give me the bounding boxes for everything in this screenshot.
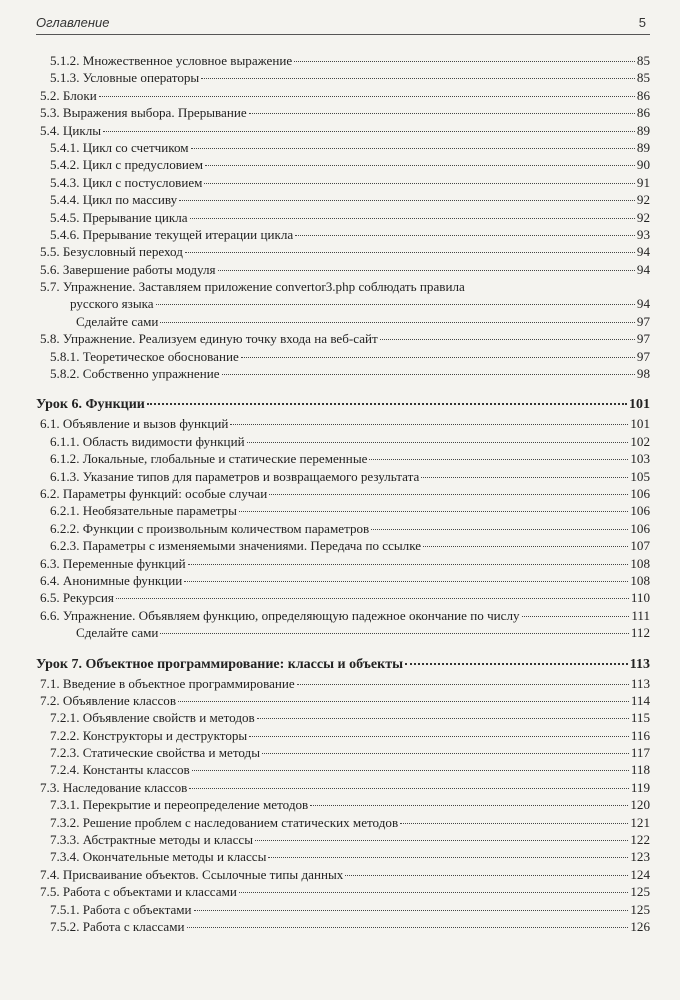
toc-page-number: 98 bbox=[636, 366, 650, 382]
toc-entry bbox=[36, 191, 650, 208]
toc-entry bbox=[36, 901, 650, 918]
toc-entry-row bbox=[40, 261, 650, 278]
toc-entry-row bbox=[40, 866, 650, 883]
toc-entry-row bbox=[40, 87, 650, 104]
toc-page-number: 86 bbox=[636, 87, 650, 103]
dot-leader bbox=[187, 927, 629, 928]
toc-entry-row bbox=[50, 209, 650, 226]
dot-leader bbox=[239, 892, 628, 893]
toc-entry-row bbox=[50, 433, 650, 450]
toc-page-number: 97 bbox=[636, 331, 650, 347]
toc-entry bbox=[36, 624, 650, 641]
toc-page-number: 106 bbox=[630, 485, 650, 501]
toc-entry-row bbox=[50, 365, 650, 382]
toc-entry bbox=[36, 831, 650, 848]
toc-entry bbox=[36, 607, 650, 624]
toc-entry bbox=[36, 69, 650, 86]
toc-page-number: 97 bbox=[636, 313, 650, 329]
toc-entry-text: 6.5. Рекурсия bbox=[40, 590, 114, 606]
toc-entry bbox=[36, 675, 650, 692]
toc-entry-row bbox=[40, 572, 650, 589]
dot-leader bbox=[269, 494, 628, 495]
toc-entry-text: 5.2. Блоки bbox=[40, 87, 97, 103]
toc-entry-text: 5.5. Безусловный переход bbox=[40, 244, 183, 260]
toc-page-number: 97 bbox=[636, 348, 650, 364]
toc-entry-row bbox=[76, 313, 650, 330]
toc-entry-row bbox=[40, 555, 650, 572]
toc-entry-text: 6.2.2. Функции с произвольным количеством параметров bbox=[50, 520, 370, 536]
toc-page-number: 86 bbox=[636, 105, 650, 121]
toc-entry-row bbox=[40, 243, 650, 260]
dot-leader bbox=[185, 252, 635, 253]
toc-entry-row bbox=[50, 450, 650, 467]
dot-leader bbox=[257, 718, 629, 719]
toc-entry-text: 6.1.1. Область видимости функций bbox=[50, 433, 245, 449]
toc-entry bbox=[36, 918, 650, 935]
toc-entry bbox=[36, 814, 650, 831]
toc-entry-text: 7.2.4. Константы классов bbox=[50, 762, 190, 778]
toc-entry-text: 5.1.3. Условные операторы bbox=[50, 70, 200, 86]
toc-entry-text: 7.3.3. Абстрактные методы и классы bbox=[50, 832, 253, 848]
toc-page-number: 120 bbox=[630, 797, 650, 813]
dot-leader bbox=[147, 403, 627, 405]
toc-entry-text: 6.4. Анонимные функции bbox=[40, 572, 183, 588]
toc-page-number: 121 bbox=[630, 814, 650, 830]
toc-entry bbox=[36, 537, 650, 554]
toc-entry-row bbox=[50, 796, 650, 813]
dot-leader bbox=[297, 684, 629, 685]
toc-entry-row bbox=[76, 624, 650, 641]
toc-entry-text: 7.2.3. Статические свойства и методы bbox=[50, 745, 261, 761]
toc-entry-text: 7.1. Введение в объектное программирование bbox=[40, 675, 295, 691]
toc-entry-text: 7.5.2. Работа с классами bbox=[50, 918, 185, 934]
dot-leader bbox=[294, 61, 635, 62]
toc-entry-continuation: русского языка bbox=[70, 296, 154, 312]
toc-entry bbox=[36, 156, 650, 173]
toc-page-number: 111 bbox=[631, 607, 650, 623]
toc-entry-row bbox=[50, 156, 650, 173]
toc-entry bbox=[36, 52, 650, 69]
toc-page-number: 117 bbox=[630, 745, 650, 761]
toc-page-number: 108 bbox=[630, 572, 650, 588]
toc-entry-text: 5.4.1. Цикл со счетчиком bbox=[50, 139, 189, 155]
toc-page-number: 115 bbox=[630, 710, 650, 726]
dot-leader bbox=[239, 511, 628, 512]
toc-entry-row bbox=[50, 814, 650, 831]
toc-page-number: 92 bbox=[636, 192, 650, 208]
toc-entry-row bbox=[50, 744, 650, 761]
toc-entry bbox=[36, 365, 650, 382]
dot-leader bbox=[201, 78, 635, 79]
toc-entry-text: 6.2. Параметры функций: особые случаи bbox=[40, 485, 268, 501]
toc-entry-text: 7.2.2. Конструкторы и деструкторы bbox=[50, 727, 248, 743]
header-title: Оглавление bbox=[36, 15, 110, 30]
dot-leader bbox=[191, 148, 635, 149]
toc-entry-text: 5.7. Упражнение. Заставляем приложение convertor3.php соблюдать правила bbox=[40, 279, 465, 295]
toc-entry-row bbox=[50, 139, 650, 156]
header-page-number: 5 bbox=[638, 15, 646, 30]
dot-leader bbox=[156, 304, 635, 305]
toc-page-number: 93 bbox=[636, 226, 650, 242]
toc-entry-text: 7.5. Работа с объектами и классами bbox=[40, 884, 237, 900]
toc-entry-text: 5.4.3. Цикл с постусловием bbox=[50, 174, 203, 190]
toc-entry bbox=[36, 104, 650, 121]
toc-entry bbox=[36, 709, 650, 726]
toc-entry bbox=[36, 485, 650, 502]
toc-entry-row bbox=[50, 831, 650, 848]
dot-leader bbox=[192, 770, 629, 771]
toc-entry-row bbox=[40, 122, 650, 139]
dot-leader bbox=[190, 218, 635, 219]
toc-entry-row bbox=[50, 727, 650, 744]
toc-entry bbox=[36, 226, 650, 243]
toc-page-number: 101 bbox=[630, 416, 650, 432]
toc-entry-row bbox=[50, 901, 650, 918]
dot-leader bbox=[369, 459, 628, 460]
dot-leader bbox=[103, 131, 635, 132]
toc-entry-row bbox=[40, 675, 650, 692]
toc-entry-text: 6.1. Объявление и вызов функций bbox=[40, 416, 229, 432]
dot-leader bbox=[247, 442, 629, 443]
toc-entry-row bbox=[50, 502, 650, 519]
toc-entry-text: 6.3. Переменные функций bbox=[40, 555, 186, 571]
toc-entry bbox=[36, 450, 650, 467]
toc-page-number: 106 bbox=[630, 503, 650, 519]
toc-lesson-heading bbox=[36, 656, 650, 675]
toc-entry bbox=[36, 692, 650, 709]
toc-entry bbox=[36, 520, 650, 537]
dot-leader bbox=[116, 598, 629, 599]
toc-page-number: 107 bbox=[630, 538, 650, 554]
toc-page-number: 94 bbox=[636, 296, 650, 312]
toc-entry-text: 7.2. Объявление классов bbox=[40, 692, 177, 708]
toc-entry-row bbox=[50, 174, 650, 191]
toc-entry-text: 5.6. Завершение работы модуля bbox=[40, 261, 216, 277]
toc-entry-text: 7.2.1. Объявление свойств и методов bbox=[50, 710, 255, 726]
dot-leader bbox=[194, 910, 629, 911]
toc-entry bbox=[36, 779, 650, 796]
dot-leader bbox=[262, 753, 629, 754]
toc-page-number: 103 bbox=[630, 451, 650, 467]
toc-entry-row bbox=[40, 779, 650, 796]
toc-entry-text: 5.4. Циклы bbox=[40, 122, 102, 138]
dot-leader bbox=[380, 339, 635, 340]
toc-entry bbox=[36, 87, 650, 104]
toc-entry bbox=[36, 139, 650, 156]
dot-leader bbox=[421, 477, 628, 478]
toc-entry-text: Урок 7. Объектное программирование: классы и объекты bbox=[36, 656, 404, 672]
toc-entry bbox=[36, 848, 650, 865]
toc-entry-text: Урок 6. Функции bbox=[36, 397, 145, 413]
toc-entry bbox=[36, 278, 650, 313]
toc-entry bbox=[36, 502, 650, 519]
dot-leader bbox=[405, 663, 628, 665]
toc-entry bbox=[36, 555, 650, 572]
toc-page-number: 112 bbox=[630, 625, 650, 641]
dot-leader bbox=[184, 581, 628, 582]
toc-entry-row bbox=[40, 692, 650, 709]
toc-page-number: 123 bbox=[630, 849, 650, 865]
dot-leader bbox=[522, 616, 630, 617]
toc-entry-row bbox=[50, 761, 650, 778]
toc-page-number: 118 bbox=[630, 762, 650, 778]
toc-entry-row bbox=[50, 348, 650, 365]
dot-leader bbox=[178, 701, 629, 702]
toc-entry bbox=[36, 796, 650, 813]
toc-entry-row bbox=[50, 918, 650, 935]
toc-entry bbox=[36, 744, 650, 761]
toc-page-number: 119 bbox=[630, 779, 650, 795]
toc-entry-text: 6.1.2. Локальные, глобальные и статические переменные bbox=[50, 451, 368, 467]
toc-entry bbox=[36, 866, 650, 883]
toc-entry-row bbox=[40, 104, 650, 121]
toc-page-number: 106 bbox=[630, 520, 650, 536]
toc-page-number: 101 bbox=[629, 397, 650, 413]
toc-entry-text: 7.3.4. Окончательные методы и классы bbox=[50, 849, 267, 865]
toc-entry bbox=[36, 572, 650, 589]
toc-entry-row bbox=[40, 485, 650, 502]
toc-page-number: 113 bbox=[629, 656, 650, 672]
toc-entry-text: 6.1.3. Указание типов для параметров и возвращаемого результата bbox=[50, 468, 420, 484]
toc-entry-text: 7.5.1. Работа с объектами bbox=[50, 901, 192, 917]
toc-page-number: 116 bbox=[630, 727, 650, 743]
dot-leader bbox=[222, 374, 635, 375]
dot-leader bbox=[99, 96, 635, 97]
toc-page-number: 85 bbox=[636, 53, 650, 68]
toc-entry-row bbox=[40, 415, 650, 432]
dot-leader bbox=[204, 183, 634, 184]
toc-page-number: 108 bbox=[630, 555, 650, 571]
toc-page-number: 94 bbox=[636, 244, 650, 260]
toc-entry-row bbox=[36, 656, 650, 673]
dot-leader bbox=[255, 840, 628, 841]
toc-entry bbox=[36, 174, 650, 191]
toc-page-number: 125 bbox=[630, 901, 650, 917]
dot-leader bbox=[218, 270, 635, 271]
toc-entry-text: 7.3.1. Перекрытие и переопределение методов bbox=[50, 797, 309, 813]
toc-entry bbox=[36, 261, 650, 278]
toc-page-number: 124 bbox=[630, 866, 650, 882]
toc-page-number: 105 bbox=[630, 468, 650, 484]
toc-entry bbox=[36, 243, 650, 260]
toc-entry-row bbox=[50, 52, 650, 69]
toc-page-number: 114 bbox=[630, 692, 650, 708]
toc-entry bbox=[36, 433, 650, 450]
dot-leader bbox=[310, 805, 628, 806]
toc-entry-text: 6.2.3. Параметры с изменяемыми значениями. Передача по ссылке bbox=[50, 538, 422, 554]
toc-entry-row bbox=[50, 848, 650, 865]
dot-leader bbox=[268, 857, 628, 858]
dot-leader bbox=[205, 165, 635, 166]
dot-leader bbox=[345, 875, 628, 876]
toc-entry-text: 7.4. Присваивание объектов. Ссылочные типы данных bbox=[40, 866, 344, 882]
toc-entry-row bbox=[50, 69, 650, 86]
toc-entry-text: 5.1.2. Множественное условное выражение bbox=[50, 53, 293, 68]
toc-entry bbox=[36, 761, 650, 778]
toc-page-number: 102 bbox=[630, 433, 650, 449]
toc-entry bbox=[36, 415, 650, 432]
toc-entry-row bbox=[50, 709, 650, 726]
toc-entry-text: 7.3. Наследование классов bbox=[40, 779, 188, 795]
dot-leader bbox=[189, 788, 628, 789]
toc-entry bbox=[36, 122, 650, 139]
dot-leader bbox=[295, 235, 635, 236]
toc-entry-row bbox=[50, 468, 650, 485]
toc-entry-text: 7.3.2. Решение проблем с наследованием статических методов bbox=[50, 814, 399, 830]
toc-entry-text: 5.4.4. Цикл по массиву bbox=[50, 192, 178, 208]
toc-entry bbox=[36, 727, 650, 744]
toc-page-number: 126 bbox=[630, 918, 650, 934]
toc-page-number: 110 bbox=[630, 590, 650, 606]
dot-leader bbox=[400, 823, 628, 824]
toc-entry-text: 5.8.2. Собственно упражнение bbox=[50, 366, 220, 382]
dot-leader bbox=[241, 357, 635, 358]
toc-page-number: 89 bbox=[636, 122, 650, 138]
dot-leader bbox=[230, 424, 628, 425]
dot-leader bbox=[160, 322, 634, 323]
toc-page-number: 85 bbox=[636, 70, 650, 86]
toc-entry bbox=[36, 348, 650, 365]
toc-page-number: 125 bbox=[630, 884, 650, 900]
toc-entry-row bbox=[40, 607, 650, 624]
dot-leader bbox=[179, 200, 635, 201]
dot-leader bbox=[249, 736, 629, 737]
toc-page-number: 90 bbox=[636, 157, 650, 173]
toc-entry-row bbox=[50, 537, 650, 554]
toc-page-number: 113 bbox=[630, 675, 650, 691]
toc-entry-text: 6.6. Упражнение. Объявляем функцию, определяющую падежное окончание по числу bbox=[40, 607, 520, 623]
dot-leader bbox=[188, 564, 629, 565]
toc-entry-text: 5.4.2. Цикл с предусловием bbox=[50, 157, 204, 173]
toc-entry bbox=[36, 209, 650, 226]
dot-leader bbox=[249, 113, 635, 114]
toc-entry bbox=[36, 330, 650, 347]
toc-entry-text: 5.3. Выражения выбора. Прерывание bbox=[40, 105, 247, 121]
toc-entry bbox=[36, 468, 650, 485]
toc-page-number: 92 bbox=[636, 209, 650, 225]
toc-entry-row bbox=[50, 191, 650, 208]
toc-entry-row bbox=[50, 520, 650, 537]
toc-entry-text: Сделайте сами bbox=[76, 313, 159, 329]
toc-page-number: 91 bbox=[636, 174, 650, 190]
toc-entry-row bbox=[36, 396, 650, 413]
toc-entry-row bbox=[40, 295, 650, 312]
toc-page-number: 94 bbox=[636, 261, 650, 277]
toc-lesson-heading bbox=[36, 396, 650, 415]
toc-entry-text: 6.2.1. Необязательные параметры bbox=[50, 503, 237, 519]
dot-leader bbox=[371, 529, 628, 530]
toc-entry-text: Сделайте сами bbox=[76, 625, 159, 641]
toc-entry-row bbox=[50, 226, 650, 243]
toc-entry-row bbox=[40, 883, 650, 900]
dot-leader bbox=[160, 633, 628, 634]
toc-page-number: 122 bbox=[630, 832, 650, 848]
toc-entry-text: 5.8. Упражнение. Реализуем единую точку входа на веб-сайт bbox=[40, 331, 378, 347]
toc-entry bbox=[36, 313, 650, 330]
toc-entry bbox=[36, 883, 650, 900]
toc-entry-text: 5.8.1. Теоретическое обоснование bbox=[50, 348, 239, 364]
toc-page-number: 89 bbox=[636, 139, 650, 155]
running-header bbox=[36, 12, 650, 35]
toc-entry-row bbox=[40, 589, 650, 606]
table-of-contents bbox=[36, 52, 650, 935]
toc-entry-text: 5.4.6. Прерывание текущей итерации цикла bbox=[50, 226, 294, 242]
dot-leader bbox=[423, 546, 628, 547]
toc-entry-row bbox=[40, 330, 650, 347]
toc-entry-text: 5.4.5. Прерывание цикла bbox=[50, 209, 188, 225]
toc-entry bbox=[36, 589, 650, 606]
